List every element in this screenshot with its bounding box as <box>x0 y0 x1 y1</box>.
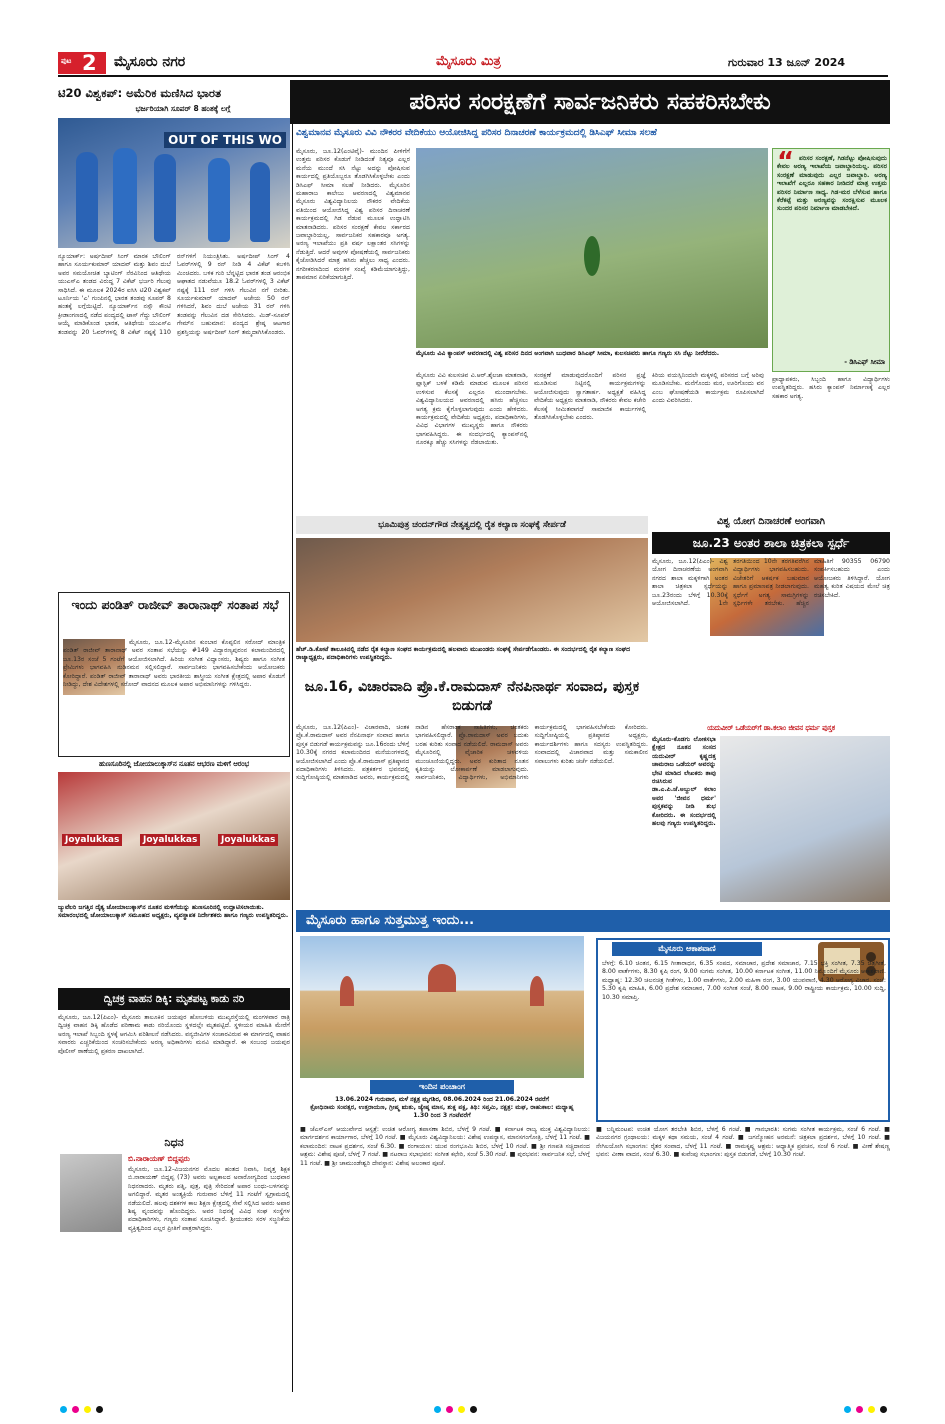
player-figure <box>76 152 98 242</box>
t20-photo-banner: OUT OF THIS WO <box>164 132 286 148</box>
obituary-body: ಮೈಸೂರು, ಜೂ.12-ವಿಜಯನಗರ ಮೊದಲ ಹಂತದ ನಿವಾಸಿ, ನಿವೃತ್ತ ಶಿಕ್ಷಕ ಬಿ.ನಾರಾಯಣ್ ಬಿದ್ದಪ್ಪ (73) ಅವರು ಅಲ್ಪಕಾಲದ ಅನಾರೋಗ್ಯದಿಂದ ಬುಧವಾರ ನಿಧನರಾದರು. ಮೃತರು ಪತ್ನಿ, ಪುತ್ರ, ಪುತ್ರಿ ಸೇರಿದಂತೆ ಅಪಾರ ಬಂಧು-ಬಳಗವನ್ನು ಅಗಲಿದ್ದಾರೆ. ಮೃತರ ಅಂತ್ಯಕ್ರಿಯೆ ಗುರುವಾರ ಬೆಳಿಗ್ಗೆ 11 ಗಂಟೆಗೆ ಸ್ವಗ್ರಾಮದಲ್ಲಿ ನಡೆಯಲಿದೆ. ಹಲವು ದಶಕಗಳ ಕಾಲ ಶಿಕ್ಷಣ ಕ್ಷೇತ್ರದಲ್ಲಿ ಸೇವೆ ಸಲ್ಲಿಸಿದ ಅವರು ಅಪಾರ ಶಿಷ್ಯ ವೃಂದವನ್ನು ಹೊಂದಿದ್ದರು. ಅವರ ನಿಧನಕ್ಕೆ ವಿವಿಧ ಸಂಘ ಸಂಸ್ಥೆಗಳ ಪದಾಧಿಕಾರಿಗಳು, ಗಣ್ಯರು ಸಂತಾಪ ಸೂಚಿಸಿದ್ದಾರೆ. ಶ್ರೀಯುತರು ಸರಳ ಸಜ್ಜನಿಕೆಯ ವ್ಯಕ್ತಿತ್ವದಿಂದ ಎಲ್ಲರ ಪ್ರೀತಿಗೆ ಪಾತ್ರರಾಗಿದ್ದರು. <box>128 1166 290 1232</box>
masthead-rule <box>58 75 888 77</box>
joyalukkas-caption: ಜ್ಯುವೆಲರಿ ಜಗತ್ತಿನ ದೈತ್ಯ ಜೋಯಾಲುಕ್ಕಾಸ್‌ನ ನೂತನ ಮಳಿಗೆಯನ್ನು ಹುಣಸೂರಿನಲ್ಲಿ ಉದ್ಘಾಟಿಸಲಾಯಿತು. ಸಮಾರಂಭದಲ್ಲಿ ಜೋಯಾಲುಕ್ಕಾಸ್ ಸಮೂಹದ ಅಧ್ಯಕ್ಷರು, ವ್ಯವಸ್ಥಾಪಕ ನಿರ್ದೇಶಕರು ಹಾಗೂ ಗಣ್ಯರು ಉಪಸ್ಥಿತರಿದ್ದರು. <box>58 904 289 920</box>
tarana-headline: ಇಂದು ಪಂಡಿತ್ ರಾಜೀವ್ ತಾರಾನಾಥ್ ಸಂತಾಪ ಸಭೆ <box>71 597 279 612</box>
obituary-photo <box>60 1154 122 1232</box>
section-title: ಮೈಸೂರು ನಗರ <box>114 54 186 70</box>
palace-tower-left <box>340 976 354 1006</box>
t20-story <box>58 80 290 590</box>
joyalukkas-story <box>58 758 290 986</box>
obituary <box>58 1134 290 1392</box>
paper-name: ಮೈಸೂರು ಮಿತ್ರ <box>436 54 501 69</box>
ramadas-headline: ಜೂ.16, ವಿಚಾರವಾದಿ ಪ್ರೊ.ಕೆ.ರಾಮದಾಸ್ ನೆನಪಿನಾರ್ಥ ಸಂವಾದ, ಪುಸ್ತಕ ಬಿಡುಗಡೆ <box>304 679 640 714</box>
issue-date: ಗುರುವಾರ 13 ಜೂನ್ 2024 <box>728 56 846 69</box>
lead-quote: ಪರಿಸರ ಸಂರಕ್ಷಣೆ, ಗಿಡನೆಟ್ಟು ಪೋಷಿಸುವುದು ಕೇವಲ ಅರಣ್ಯ ಇಲಾಖೆಯ ಜವಾಬ್ದಾರಿಯಲ್ಲ. ಪರಿಸರ ಸಂರಕ್ಷಣೆ ಮಾಡುವುದು ಎಲ್ಲರ ಜವಾಬ್ದಾರಿ. ಅರಣ್ಯ ಇಲಾಖೆಗೆ ಎಲ್ಲರೂ ಸಹಕಾರ ನೀಡಿದರೆ ಮಾತ್ರ ಉತ್ತಮ ಪರಿಸರ ನಿರ್ಮಾಣ ಸಾಧ್ಯ. ಗಿಡ-ಮರ ಬೆಳೆಸುವ ಹಾಗೂ ಕೆರೆಕಟ್ಟೆ ಮತ್ತು ಅರಣ್ಯವನ್ನು ಸಂರಕ್ಷಿಸುವ ಮೂಲಕ ಸುಂದರ ಪರಿಸರ ನಿರ್ಮಾಣ ಮಾಡಬೇಕಿದೆ. <box>777 155 887 213</box>
yoga-headline-1: ವಿಶ್ವ ಯೋಗ ದಿನಾಚರಣೆ ಅಂಗವಾಗಿ <box>717 516 825 527</box>
raitha-headline: ಭೂಮಿಪುತ್ರ ಚಂದನ್‌ಗೌಡ ನೇತೃತ್ವದಲ್ಲಿ ರೈತ ಕಲ್ಯಾಣ ಸಂಘಕ್ಕೆ ಸೇರ್ಪಡೆ <box>296 516 648 534</box>
ramadas-story <box>296 676 648 906</box>
dikki-story <box>58 988 290 1132</box>
lead-col2: ಮೈಸೂರು ವಿವಿ ಕುಲಸಚಿವ ವಿ.ಆರ್.ಶೈಲಜಾ ಮಾತನಾಡಿ, ಪ್ಲಾಸ್ಟಿಕ್ ಬಳಕೆ ಕಡಿಮೆ ಮಾಡುವ ಮೂಲಕ ಪರಿಸರ ಉಳಿಸುವ ಕೆಲಸಕ್ಕೆ ಎಲ್ಲರೂ ಮುಂದಾಗಬೇಕು. ವಿಶ್ವವಿದ್ಯಾನಿಲಯದ ಆವರಣದಲ್ಲಿ ಹಸಿರು ಹೆಚ್ಚಿಸಲು ಅಗತ್ಯ ಕ್ರಮ ಕೈಗೊಳ್ಳಲಾಗುವುದು ಎಂದು ಹೇಳಿದರು. ಕಾರ್ಯಕ್ರಮದಲ್ಲಿ ವೇದಿಕೆಯ ಅಧ್ಯಕ್ಷರು, ಪದಾಧಿಕಾರಿಗಳು, ವಿವಿಧ ವಿಭಾಗಗಳ ಮುಖ್ಯಸ್ಥರು ಹಾಗೂ ನೌಕರರು ಭಾಗವಹಿಸಿದ್ದರು. ಈ ಸಂದರ್ಭದಲ್ಲಿ ಕ್ಯಾಂಪಸ್‌ನಲ್ಲಿ ನೂರಕ್ಕೂ ಹೆಚ್ಚು ಸಸಿಗಳನ್ನು ನೆಡಲಾಯಿತು. <box>416 372 528 447</box>
t20-photo <box>58 118 290 248</box>
palace-tower-right <box>530 976 544 1006</box>
raitha-caption: ಹೆಚ್.ಡಿ.ಕೋಟೆ ತಾಲೂಕಿನಲ್ಲಿ ನಡೆದ ರೈತ ಕಲ್ಯಾಣ ಸಂಘದ ಕಾರ್ಯಕ್ರಮದಲ್ಲಿ ಹಲವಾರು ಮುಖಂಡರು ಸಂಘಕ್ಕೆ ಸೇರ್ಪಡೆಗೊಂಡರು. ಈ ಸಂದರ್ಭದಲ್ಲಿ ರೈತ ಕಲ್ಯಾಣ ಸಂಘದ ರಾಜ್ಯಾಧ್ಯಕ್ಷರು, ಪದಾಧಿಕಾರಿಗಳು ಉಪಸ್ಥಿತರಿದ್ದರು. <box>296 646 631 662</box>
ramadas-body: ಮೈಸೂರು, ಜೂ.12(ಪಿಎಂ)- ವಿಚಾರವಾದಿ, ಚಿಂತಕ ಪ್ರೊ.ಕೆ.ರಾಮದಾಸ್ ಅವರ ನೆನಪಿನಾರ್ಥ ಸಂವಾದ ಹಾಗೂ ಪುಸ್ತಕ ಬಿಡುಗಡೆ ಕಾರ್ಯಕ್ರಮವನ್ನು ಜೂ.16ರಂದು ಬೆಳಿಗ್ಗೆ 10.30ಕ್ಕೆ ನಗರದ ಕಲಾಮಂದಿರದ ಮನೆಯಂಗಳದಲ್ಲಿ ಆಯೋಜಿಸಲಾಗಿದೆ ಎಂದು ಪ್ರೊ.ಕೆ.ರಾಮದಾಸ್ ಪ್ರತಿಷ್ಠಾನದ ಪದಾಧಿಕಾರಿಗಳು ತಿಳಿಸಿದರು. ಪತ್ರಕರ್ತರ ಭವನದಲ್ಲಿ ಸುದ್ದಿಗೋಷ್ಠಿಯಲ್ಲಿ ಮಾತನಾಡಿದ ಅವರು, ಕಾರ್ಯಕ್ರಮದಲ್ಲಿ ನಾಡಿನ ಹೆಸರಾಂತ ಸಾಹಿತಿಗಳು, ಚಿಂತಕರು ಭಾಗವಹಿಸಲಿದ್ದಾರೆ. ಪ್ರೊ.ರಾಮದಾಸ್ ಅವರ ಬದುಕು ಬರಹ ಕುರಿತು ಸಂವಾದ ನಡೆಯಲಿದೆ. ರಾಮದಾಸ್ ಅವರು ಮೈಸೂರಿನಲ್ಲಿ ವೈಚಾರಿಕ ಚಳವಳಿಯ ಮುಂಚೂಣಿಯಲ್ಲಿದ್ದರು. ಅವರ ಕುರಿತಾದ ನೂತನ ಕೃತಿಯನ್ನು ಲೋಕಾರ್ಪಣೆ ಮಾಡಲಾಗುವುದು. ಸಾರ್ವಜನಿಕರು, ವಿದ್ಯಾರ್ಥಿಗಳು, ಅಭಿಮಾನಿಗಳು ಕಾರ್ಯಕ್ರಮದಲ್ಲಿ ಭಾಗವಹಿಸಬೇಕೆಂದು ಕೋರಿದರು. ಸುದ್ದಿಗೋಷ್ಠಿಯಲ್ಲಿ ಪ್ರತಿಷ್ಠಾನದ ಅಧ್ಯಕ್ಷರು, ಕಾರ್ಯದರ್ಶಿಗಳು ಹಾಗೂ ಸದಸ್ಯರು ಉಪಸ್ಥಿತರಿದ್ದರು. ಸಂವಾದದಲ್ಲಿ ವಿಚಾರವಾದ ಮತ್ತು ಸಮಕಾಲೀನ ಸವಾಲುಗಳು ಕುರಿತು ಚರ್ಚೆ ನಡೆಯಲಿದೆ. <box>296 724 648 782</box>
yoga-headline-2: ಜೂ.23 ಅಂತರ ಶಾಲಾ ಚಿತ್ರಕಲಾ ಸ್ಪರ್ಧೆ <box>652 532 890 554</box>
panchanga-date: 13.06.2024 ಗುರುವಾರ, ಮಳೆ ನಕ್ಷತ್ರ ಮೃಗಶಿರ, 08.06.2024 ರಿಂದ 21.06.2024 ರವರೆಗೆ <box>335 1096 549 1103</box>
player-figure <box>250 162 270 242</box>
player-figure <box>208 158 230 242</box>
dikki-body: ಮೈಸೂರು, ಜೂ.12(ಪಿಎಂ)- ಮೈಸೂರು ತಾಲೂಕಿನ ಜಯಪುರ ಹೋಬಳಿಯ ಮುಖ್ಯರಸ್ತೆಯಲ್ಲಿ ಮಂಗಳವಾರ ರಾತ್ರಿ ದ್ವಿಚಕ್ರ ವಾಹನ ಡಿಕ್ಕಿ ಹೊಡೆದ ಪರಿಣಾಮ ಕಾಡು ನರಿಯೊಂದು ಸ್ಥಳದಲ್ಲೇ ಮೃತಪಟ್ಟಿದೆ. ಸ್ಥಳೀಯರ ಮಾಹಿತಿ ಮೇರೆಗೆ ಅರಣ್ಯ ಇಲಾಖೆ ಸಿಬ್ಬಂದಿ ಸ್ಥಳಕ್ಕೆ ಆಗಮಿಸಿ ಪರಿಶೀಲನೆ ನಡೆಸಿದರು. ವನ್ಯಜೀವಿಗಳ ಸಂಚಾರವಿರುವ ಈ ಮಾರ್ಗದಲ್ಲಿ ವಾಹನ ಸವಾರರು ಎಚ್ಚರಿಕೆಯಿಂದ ಸಂಚರಿಸಬೇಕೆಂದು ಅರಣ್ಯ ಅಧಿಕಾರಿಗಳು ಮನವಿ ಮಾಡಿದ್ದಾರೆ. ಈ ಸಂಬಂಧ ಜಯಪುರ ಪೊಲೀಸ್ ಠಾಣೆಯಲ್ಲಿ ಪ್ರಕರಣ ದಾಖಲಾಗಿದೆ. <box>58 1014 290 1055</box>
yaduveer-story <box>652 724 890 906</box>
joyalukkas-headline: ಹುಣಸೂರಿನಲ್ಲಿ ಜೋಯಾಲುಕ್ಕಾಸ್‌ನ ನೂತನ ಆಭರಣ ಮಳಿಗೆ ಆರಂಭ <box>99 760 249 768</box>
lead-col4: ಕಿರಿಯ ವಯಸ್ಸಿನಿಂದಲೇ ಮಕ್ಕಳಲ್ಲಿ ಪರಿಸರದ ಬಗ್ಗೆ ಅರಿವು ಮೂಡಿಸಬೇಕು. ಮನೆಗೊಂದು ಮರ, ಊರಿಗೊಂದು ವನ ಎಂಬ ಘೋಷಣೆಯಡಿ ಕಾರ್ಯಕ್ರಮ ರೂಪಿಸಲಾಗಿದೆ ಎಂದು ವಿವರಿಸಿದರು. <box>652 372 764 405</box>
radio-box <box>596 938 890 1122</box>
lead-col1: ಮೈಸೂರು, ಜೂ.12(ಎಂಟಿವೈ)- ಮುಂದಿನ ಪೀಳಿಗೆಗೆ ಉತ್ತಮ ಪರಿಸರ ಕೊಡುಗೆ ನೀಡಿದಂತೆ ನಿತ್ಯವೂ ಎಲ್ಲರ ಮನೆಯ ಮುಂದೆ ಸಸಿ ನೆಟ್ಟು ಅದನ್ನು ಪೋಷಿಸುವ ಕಾರ್ಯದಲ್ಲಿ ಪ್ರತಿಯೊಬ್ಬರೂ ತೊಡಗಿಸಿಕೊಳ್ಳಬೇಕು ಎಂದು ಡಿಸಿಎಫ್ ಸೀಮಾ ಸಲಹೆ ನೀಡಿದರು. ಮೈಸೂರಿನ ಮಹಾರಾಜ ಕಾಲೇಜು ಆವರಣದಲ್ಲಿ ವಿಶ್ವಮಾನವ ಮೈಸೂರು ವಿಶ್ವವಿದ್ಯಾನಿಲಯ ನೌಕರರ ವೇದಿಕೆಯ ವತಿಯಿಂದ ಆಯೋಜಿಸಿದ್ದ ವಿಶ್ವ ಪರಿಸರ ದಿನಾಚರಣೆ ಕಾರ್ಯಕ್ರಮದಲ್ಲಿ ಗಿಡ ನೆಡುವ ಮೂಲಕ ಉದ್ಘಾಟಿಸಿ ಮಾತನಾಡಿದರು. ಪರಿಸರ ಸಂರಕ್ಷಣೆ ಕೇವಲ ಸರ್ಕಾರದ ಜವಾಬ್ದಾರಿಯಲ್ಲ, ಸಾರ್ವಜನಿಕರ ಸಹಕಾರವೂ ಅಗತ್ಯ. ಅರಣ್ಯ ಇಲಾಖೆಯು ಪ್ರತಿ ವರ್ಷ ಲಕ್ಷಾಂತರ ಸಸಿಗಳನ್ನು ನೆಡುತ್ತಿದೆ. ಆದರೆ ಅವುಗಳ ಪೋಷಣೆಯಲ್ಲಿ ಸಾರ್ವಜನಿಕರು ಕೈಜೋಡಿಸಿದರೆ ಮಾತ್ರ ಹಸಿರು ಹೆಚ್ಚಲು ಸಾಧ್ಯ ಎಂದರು. ನಗರೀಕರಣದಿಂದ ಮರಗಳ ಸಂಖ್ಯೆ ಕಡಿಮೆಯಾಗುತ್ತಿದ್ದು, ತಾಪಮಾನ ಏರಿಕೆಯಾಗುತ್ತಿದೆ. <box>296 148 410 282</box>
obituary-name: ಬಿ.ನಾರಾಯಣ್ ಬಿದ್ದಪ್ಪರು <box>128 1154 190 1163</box>
lead-headline: ಪರಿಸರ ಸಂರಕ್ಷಣೆಗೆ ಸಾರ್ವಜನಿಕರು ಸಹಕರಿಸಬೇಕು <box>290 80 890 124</box>
joyalukkas-sign: Joyalukkas <box>62 834 122 846</box>
yaduveer-photo <box>720 736 890 902</box>
radio-body: ಬೆಳಗ್ಗೆ: 6.10 ಚಿಂತನ, 6.15 ಗೀತಾರಾಧನ, 6.35 ಸಂಪದ, ಸಮಾಚಾರ, ಪ್ರದೇಶ ಸಮಾಚಾರ, 7.15 ಭಕ್ತಿ ಸಂಗೀತ, 7.35 ಚಿತ್ರಗೀತೆ, 8.00 ವಾರ್ತೆಗಳು, 8.30 ಕೃಷಿ ರಂಗ, 9.00 ಸುಗಮ ಸಂಗೀತ, 10.00 ಕರ್ನಾಟಕ ಸಂಗೀತ, 11.00 ನಿಮ್ಮೊಂದಿಗೆ ಮೈಸೂರು ಆಕಾಶವಾಣಿ. ಮಧ್ಯಾಹ್ನ: 12.30 ಚಲನಚಿತ್ರ ಗೀತೆಗಳು, 1.00 ವಾರ್ತೆಗಳು, 2.00 ಮಹಿಳಾ ರಂಗ, 3.00 ಯುವವಾಣಿ, 4.30 ಆರೋಗ್ಯ ವಿಚಾರ. ಸಂಜೆ: 5.30 ಕೃಷಿ ಮಾಹಿತಿ, 6.00 ಪ್ರದೇಶ ಸಮಾಚಾರ, 7.00 ಸಂಗೀತ ಸಂಜೆ, 8.00 ನಾಟಕ, 9.00 ರಾಷ್ಟ್ರೀಯ ಕಾರ್ಯಕ್ರಮ, 10.00 ಸುದ್ದಿ, 10.30 ಸಮಾಪ್ತಿ. <box>602 960 886 1001</box>
lead-quote-box <box>772 148 890 372</box>
t20-body: ನ್ಯೂಯಾರ್ಕ್: ಅರ್ಷದೀಪ್ ಸಿಂಗ್ ಮಾರಕ ಬೌಲಿಂಗ್ ಹಾಗೂ ಸೂರ್ಯಕುಮಾರ್ ಯಾದವ್ ಮತ್ತು ಶಿವಂ ದುಬೆ ಅವರ ಸಮಯೋಚಿತ ಬ್ಯಾಟಿಂಗ್ ನೆರವಿನಿಂದ ಆತಿಥೇಯ ಯುಎಸ್‌ಎ ತಂಡದ ವಿರುದ್ಧ 7 ವಿಕೆಟ್ ಭರ್ಜರಿ ಗೆಲುವು ಸಾಧಿಸಿದೆ. ಈ ಮೂಲಕ 2024ರ ಐಸಿಸಿ ಟಿ20 ವಿಶ್ವಕಪ್ ಟೂರ್ನಿಯ 'ಎ' ಗುಂಪಿನಲ್ಲಿ ಭಾರತ ತಂಡವು ಸೂಪರ್ 8 ಹಂತಕ್ಕೆ ಲಗ್ಗೆಯಿಟ್ಟಿದೆ. ನ್ಯೂಯಾರ್ಕ್‌ನ ನಸ್ಸೌ ಕೌಂಟಿ ಕ್ರೀಡಾಂಗಣದಲ್ಲಿ ನಡೆದ ಪಂದ್ಯದಲ್ಲಿ ಟಾಸ್ ಗೆದ್ದು ಬೌಲಿಂಗ್ ಆಯ್ಕೆ ಮಾಡಿಕೊಂಡ ಭಾರತ, ಆತಿಥೇಯ ಯುಎಸ್‌ಎ ತಂಡವನ್ನು 20 ಓವರ್‌ಗಳಲ್ಲಿ 8 ವಿಕೆಟ್ ನಷ್ಟಕ್ಕೆ 110 ರನ್‌ಗಳಿಗೆ ನಿಯಂತ್ರಿಸಿತು. ಅರ್ಷದೀಪ್ ಸಿಂಗ್ 4 ಓವರ್‌ಗಳಲ್ಲಿ 9 ರನ್ ನೀಡಿ 4 ವಿಕೆಟ್ ಕಬಳಿಸಿ ಮಿಂಚಿದರು. ಬಳಿಕ ಗುರಿ ಬೆನ್ನಟ್ಟಿದ ಭಾರತ ತಂಡ ಆರಂಭಿಕ ಆಘಾತದ ನಡುವೆಯೂ 18.2 ಓವರ್‌ಗಳಲ್ಲಿ 3 ವಿಕೆಟ್ ನಷ್ಟಕ್ಕೆ 111 ರನ್ ಗಳಿಸಿ ಗೆಲುವಿನ ನಗೆ ಬೀರಿತು. ಸೂರ್ಯಕುಮಾರ್ ಯಾದವ್ ಅಜೇಯ 50 ರನ್ ಗಳಿಸಿದರೆ, ಶಿವಂ ದುಬೆ ಅಜೇಯ 31 ರನ್ ಗಳಿಸಿ ತಂಡವನ್ನು ಗೆಲುವಿನ ದಡ ಸೇರಿಸಿದರು. ಮಿಡ್-ಸೂಪರ್ ಗೇಮ್‌ನ ಬಹುಮಾನ: ಪಂದ್ಯದ ಶ್ರೇಷ್ಠ ಆಟಗಾರ ಪ್ರಶಸ್ತಿಯನ್ನು ಅರ್ಷದೀಪ್ ಸಿಂಗ್ ತಮ್ಮದಾಗಿಸಿಕೊಂಡರು. <box>58 253 290 336</box>
yoga-body: ಮೈಸೂರು, ಜೂ.12(ಪಿಎಂ)- ವಿಶ್ವ ಯೋಗ ದಿನಾಚರಣೆಯ ಅಂಗವಾಗಿ ನಗರದ ಶಾಲಾ ಮಕ್ಕಳಿಗಾಗಿ ಅಂತರ ಶಾಲಾ ಚಿತ್ರಕಲಾ ಸ್ಪರ್ಧೆಯನ್ನು ಜೂ.23ರಂದು ಬೆಳಿಗ್ಗೆ 10.30ಕ್ಕೆ ಆಯೋಜಿಸಲಾಗಿದೆ. 1ನೇ ತರಗತಿಯಿಂದ 10ನೇ ತರಗತಿವರೆಗಿನ ವಿದ್ಯಾರ್ಥಿಗಳು ಭಾಗವಹಿಸಬಹುದು. ವಿಜೇತರಿಗೆ ಆಕರ್ಷಕ ಬಹುಮಾನ ಹಾಗೂ ಪ್ರಮಾಣಪತ್ರ ನೀಡಲಾಗುವುದು. ಸ್ಪರ್ಧೆಗೆ ಅಗತ್ಯ ಸಾಮಗ್ರಿಗಳನ್ನು ಸ್ಪರ್ಧಿಗಳೇ ತರಬೇಕು. ಹೆಚ್ಚಿನ ಮಾಹಿತಿಗೆ 90355 06790 ಸಂಪರ್ಕಿಸಬಹುದು ಎಂದು ಆಯೋಜಕರು ತಿಳಿಸಿದ್ದಾರೆ. ಯೋಗ ಮಹತ್ವ ಕುರಿತ ವಿಷಯದ ಮೇಲೆ ಚಿತ್ರ ರಚಿಸಬೇಕಿದೆ. <box>652 558 890 608</box>
page-number: 2 <box>82 51 97 75</box>
panchanga-title: ಇಂದಿನ ಪಂಚಾಂಗ <box>370 1080 514 1094</box>
raitha-photo <box>296 538 648 642</box>
t20-headline: ಟಿ20 ವಿಶ್ವಕಪ್: ಅಮೆರಿಕ ಮಣಿಸಿದ ಭಾರತ <box>58 86 222 100</box>
player-figure <box>154 154 176 242</box>
masthead <box>0 48 945 76</box>
yoga-story <box>652 516 890 722</box>
lead-subhead: ವಿಶ್ವಮಾನವ ಮೈಸೂರು ವಿವಿ ನೌಕರರ ವೇದಿಕೆಯು ಆಯೋಜಿಸಿದ್ದ ಪರಿಸರ ದಿನಾಚರಣೆ ಕಾರ್ಯಕ್ರಮದಲ್ಲಿ ಡಿಸಿಎಫ್ ಸೀಮಾ ಸಲಹೆ <box>296 128 657 138</box>
dikki-headline: ದ್ವಿಚಕ್ರ ವಾಹನ ಡಿಕ್ಕಿ: ಮೃತಪಟ್ಟ ಕಾಡು ನರಿ <box>58 988 290 1010</box>
tree-sapling <box>584 236 600 276</box>
lead-quote-author: - ಡಿಸಿಎಫ್ ಸೀಮಾ <box>844 358 885 366</box>
lead-col3: ಸಂರಕ್ಷಣೆ ಮಾಡುವುದರೊಂದಿಗೆ ಪರಿಸರ ಪ್ರಜ್ಞೆ ಮೂಡಿಸುವ ನಿಟ್ಟಿನಲ್ಲಿ ಕಾರ್ಯಕ್ರಮಗಳನ್ನು ಆಯೋಜಿಸುವುದು ಸ್ವಾಗತಾರ್ಹ. ಅಧ್ಯಕ್ಷತೆ ವಹಿಸಿದ್ದ ವೇದಿಕೆಯ ಅಧ್ಯಕ್ಷರು ಮಾತನಾಡಿ, ನೌಕರರು ಕೇವಲ ಕಚೇರಿ ಕೆಲಸಕ್ಕೆ ಸೀಮಿತವಾಗದೆ ಸಾಮಾಜಿಕ ಕಾರ್ಯಗಳಲ್ಲಿ ತೊಡಗಿಸಿಕೊಳ್ಳಬೇಕು ಎಂದರು. <box>534 372 646 422</box>
radio-title: ಮೈಸೂರು ಆಕಾಶವಾಣಿ <box>612 942 762 956</box>
panchanga-box <box>300 1080 584 1122</box>
yaduveer-headline: ಯದುವೀರ್ ಒಡೆಯರ್‌ಗೆ ಡಾ.ಕಲಾಂ ಜೀವನ ಧರ್ಮ ಪುಸ್ತಕ <box>707 724 835 732</box>
lead-caption: ಮೈಸೂರು ವಿವಿ ಕ್ಯಾಂಪಸ್ ಆವರಣದಲ್ಲಿ ವಿಶ್ವ ಪರಿಸರ ದಿನದ ಅಂಗವಾಗಿ ಬುಧವಾರ ಡಿಸಿಎಫ್ ಸೀಮಾ, ಕುಲಸಚಿವರು ಹಾಗೂ ಗಣ್ಯರು ಸಸಿ ನೆಟ್ಟು ನೀರೆರೆದರು. <box>416 350 720 357</box>
yaduveer-body: ಮೈಸೂರು-ಕೊಡಗು ಲೋಕಸಭಾ ಕ್ಷೇತ್ರದ ನೂತನ ಸಂಸದ ಯದುವೀರ್ ಕೃಷ್ಣದತ್ತ ಚಾಮರಾಜ ಒಡೆಯರ್ ಅವರನ್ನು ಭೇಟಿ ಮಾಡಿದ ಲೇಖಕರು ತಾವು ರಚಿಸಿರುವ ಡಾ.ಎ.ಪಿ.ಜೆ.ಅಬ್ದುಲ್ ಕಲಾಂ ಅವರ 'ಜೀವನ ಧರ್ಮ' ಪುಸ್ತಕವನ್ನು ನೀಡಿ ಶುಭ ಕೋರಿದರು. ಈ ಸಂದರ್ಭದಲ್ಲಿ ಹಲವು ಗಣ್ಯರು ಉಪಸ್ಥಿತರಿದ್ದರು. <box>652 736 716 828</box>
tarana-story <box>58 592 290 757</box>
palace-photo <box>300 936 584 1078</box>
obituary-section: ನಿಧನ <box>164 1136 184 1149</box>
page-number-badge <box>58 52 106 74</box>
page-label: ಪುಟ <box>61 57 72 65</box>
lead-photo <box>416 148 768 348</box>
mysuru-today-banner: ಮೈಸೂರು ಹಾಗೂ ಸುತ್ತಮುತ್ತ ಇಂದು... <box>296 910 890 932</box>
listings-right: ■ ಬನ್ನಿಮಂಟಪ: ಉಚಿತ ಯೋಗ ತರಬೇತಿ ಶಿಬಿರ, ಬೆಳಗ್ಗೆ 6 ಗಂಟೆ. ■ ಗಾನಭಾರತಿ: ಸುಗಮ ಸಂಗೀತ ಕಾರ್ಯಕ್ರಮ, ಸಂಜೆ 6 ಗಂಟೆ. ■ ವಿಜಯನಗರ ಗ್ರಂಥಾಲಯ: ಮಕ್ಕಳ ಕಥಾ ಸಮಯ, ಸಂಜೆ 4 ಗಂಟೆ. ■ ಜಗನ್ಮೋಹನ ಅರಮನೆ: ಚಿತ್ರಕಲಾ ಪ್ರದರ್ಶನ, ಬೆಳಗ್ಗೆ 10 ಗಂಟೆ. ■ ನೇಗಿಲಯೋಗಿ ಸಭಾಂಗಣ: ರೈತರ ಸಂವಾದ, ಬೆಳಗ್ಗೆ 11 ಗಂಟೆ. ■ ರಾಮಕೃಷ್ಣ ಆಶ್ರಮ: ಆಧ್ಯಾತ್ಮಿಕ ಪ್ರವಚನ, ಸಂಜೆ 6 ಗಂಟೆ. ■ ವೀಣೆ ಶೇಷಣ್ಣ ಭವನ: ವೀಣಾ ವಾದನ, ಸಂಜೆ 6.30. ■ ಕುವೆಂಪು ಸಭಾಂಗಣ: ಪುಸ್ತಕ ಬಿಡುಗಡೆ, ಬೆಳಗ್ಗೆ 10.30 ಗಂಟೆ. <box>596 1126 890 1159</box>
registration-marks <box>0 1406 945 1416</box>
t20-subhead: ಭರ್ಜರಿಯಾಗಿ ಸೂಪರ್ 8 ಹಂತಕ್ಕೆ ಲಗ್ಗೆ <box>135 104 231 113</box>
listings-left: ■ ಜೆಎಸ್‌ಎಸ್ ಆಯುರ್ವೇದ ಆಸ್ಪತ್ರೆ: ಉಚಿತ ಆರೋಗ್ಯ ತಪಾಸಣಾ ಶಿಬಿರ, ಬೆಳಗ್ಗೆ 9 ಗಂಟೆ. ■ ಕರ್ನಾಟಕ ರಾಜ್ಯ ಮುಕ್ತ ವಿಶ್ವವಿದ್ಯಾನಿಲಯ: ಮಾರ್ಗದರ್ಶನ ಕಾರ್ಯಾಗಾರ, ಬೆಳಗ್ಗೆ 10 ಗಂಟೆ. ■ ಮೈಸೂರು ವಿಶ್ವವಿದ್ಯಾನಿಲಯ: ವಿಶೇಷ ಉಪನ್ಯಾಸ, ಮಾನಸಗಂಗೋತ್ರಿ, ಬೆಳಗ್ಗೆ 11 ಗಂಟೆ. ■ ಕಲಾಮಂದಿರ: ನಾಟಕ ಪ್ರದರ್ಶನ, ಸಂಜೆ 6.30. ■ ರಂಗಾಯಣ: ಯುವ ರಂಗಭೂಮಿ ಶಿಬಿರ, ಬೆಳಗ್ಗೆ 10 ಗಂಟೆ. ■ ಶ್ರೀ ಗಣಪತಿ ಸಚ್ಚಿದಾನಂದ ಆಶ್ರಮ: ವಿಶೇಷ ಪೂಜೆ, ಬೆಳಗ್ಗೆ 7 ಗಂಟೆ. ■ ನಟರಾಜ ಸಭಾಭವನ: ಸಂಗೀತ ಕಛೇರಿ, ಸಂಜೆ 5.30 ಗಂಟೆ. ■ ಪುರಭವನ: ಸಾರ್ವಜನಿಕ ಸಭೆ, ಬೆಳಗ್ಗೆ 11 ಗಂಟೆ. ■ ಶ್ರೀ ಚಾಮುಂಡೇಶ್ವರಿ ದೇವಸ್ಥಾನ: ವಿಶೇಷ ಅಲಂಕಾರ ಪೂಜೆ. <box>300 1126 590 1167</box>
quote-mark-icon: “ <box>777 147 795 177</box>
panchanga-detail: ಕ್ರೋಧಿನಾಮ ಸಂವತ್ಸರ, ಉತ್ತರಾಯಣ, ಗ್ರೀಷ್ಮ ಋತು, ಜ್ಯೇಷ್ಠ ಮಾಸ, ಶುಕ್ಲ ಪಕ್ಷ, ತಿಥಿ: ಸಪ್ತಮಿ, ನಕ್ಷತ್ರ: ಮಘ, ರಾಹುಕಾಲ: ಮಧ್ಯಾಹ್ನ 1.30 ರಿಂದ 3 ಗಂಟೆವರೆಗೆ <box>310 1104 574 1120</box>
player-figure <box>113 148 137 244</box>
palace-dome <box>428 964 456 992</box>
joyalukkas-sign: Joyalukkas <box>218 834 278 846</box>
column-rule <box>292 80 293 1392</box>
joyalukkas-sign: Joyalukkas <box>140 834 200 846</box>
raitha-story <box>296 516 648 672</box>
joyalukkas-photo <box>58 772 290 900</box>
tarana-body: ಮೈಸೂರು, ಜೂ.12-ಮೈಸೂರಿನ ಕುಂಬಾರ ಕೊಪ್ಪಲಿನ ಸರೋದ್ ಮಾಂತ್ರಿಕ ಪಂಡಿತ್ ರಾಜೀವ್ ತಾರಾನಾಥ್ ಅವರ ಸಂತಾಪ ಸಭೆಯನ್ನು #149 ವಿದ್ಯಾರಣ್ಯಪುರಂನ ಕಲಾಮಂದಿರದಲ್ಲಿ ಜೂ.13ರ ಸಂಜೆ 5 ಗಂಟೆಗೆ ಆಯೋಜಿಸಲಾಗಿದೆ. ಹಿರಿಯ ಸಂಗೀತ ವಿದ್ವಾಂಸರು, ಶಿಷ್ಯರು ಹಾಗೂ ಸಂಗೀತ ಪ್ರೇಮಿಗಳು ಭಾಗವಹಿಸಿ ನುಡಿನಮನ ಸಲ್ಲಿಸಲಿದ್ದಾರೆ. ಸಾರ್ವಜನಿಕರು ಭಾಗವಹಿಸಬೇಕೆಂದು ಆಯೋಜಕರು ಕೋರಿದ್ದಾರೆ. ಪಂಡಿತ್ ರಾಜೀವ್ ತಾರಾನಾಥ್ ಅವರು ಭಾರತೀಯ ಶಾಸ್ತ್ರೀಯ ಸಂಗೀತ ಕ್ಷೇತ್ರದಲ್ಲಿ ಅಪಾರ ಕೊಡುಗೆ ನೀಡಿದ್ದು, ದೇಶ ವಿದೇಶಗಳಲ್ಲಿ ಸರೋದ್ ವಾದನದ ಮೂಲಕ ಅಪಾರ ಅಭಿಮಾನಿಗಳನ್ನು ಗಳಿಸಿದ್ದರು. <box>63 639 285 689</box>
lead-col5: ಪ್ರಾಧ್ಯಾಪಕರು, ಸಿಬ್ಬಂದಿ ಹಾಗೂ ವಿದ್ಯಾರ್ಥಿಗಳು ಉಪಸ್ಥಿತರಿದ್ದರು. ಹಸಿರು ಕ್ಯಾಂಪಸ್ ನಿರ್ಮಾಣಕ್ಕೆ ಎಲ್ಲರ ಸಹಕಾರ ಅಗತ್ಯ. <box>772 376 890 400</box>
